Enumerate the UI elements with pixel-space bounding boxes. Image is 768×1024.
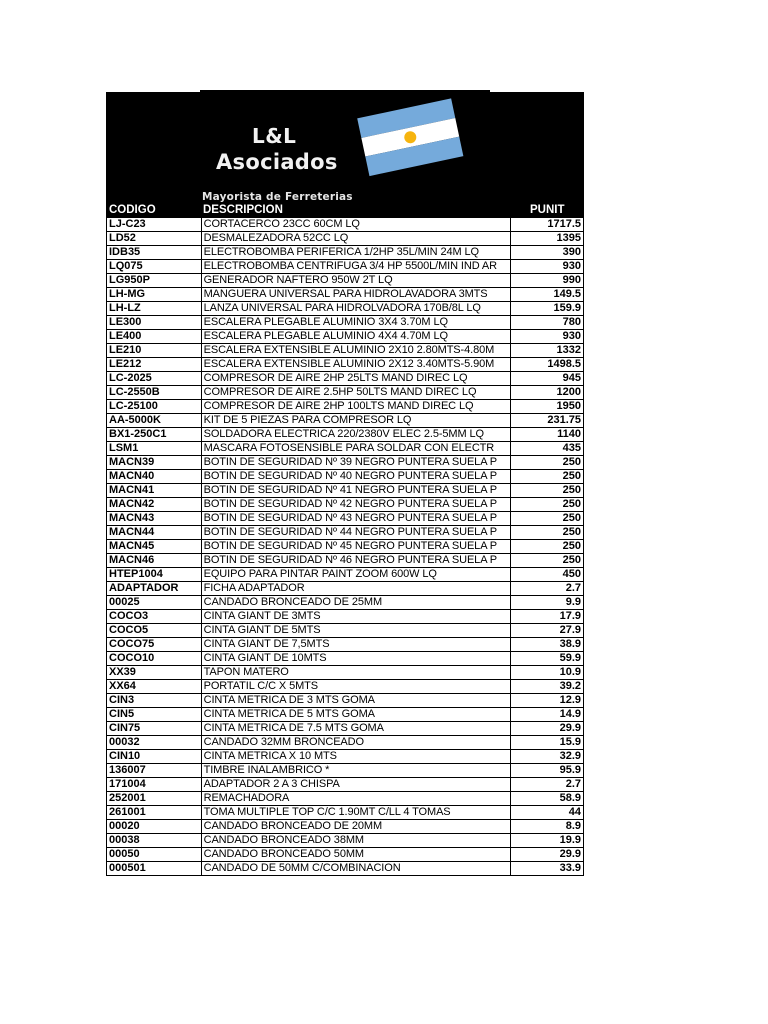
cell-codigo: LE400: [107, 330, 202, 344]
table-row: [107, 316, 584, 330]
cell-codigo: MACN45: [107, 540, 202, 554]
cell-descripcion: ESCALERA EXTENSIBLE ALUMINIO 2X12 3.40MTS-5.90M: [201, 358, 510, 372]
cell-punit: 390: [510, 246, 583, 260]
company-banner: [106, 90, 584, 217]
cell-codigo: COCO75: [107, 638, 202, 652]
table-row: [107, 484, 584, 498]
cell-descripcion: BOTIN DE SEGURIDAD Nº 44 NEGRO PUNTERA SUELA P: [201, 526, 510, 540]
price-list-sheet: [106, 90, 584, 876]
table-row: [107, 596, 584, 610]
cell-descripcion: COMPRESOR DE AIRE 2HP 25LTS MAND DIREC LQ: [201, 372, 510, 386]
cell-descripcion: DESMALEZADORA 52CC LQ: [201, 232, 510, 246]
cell-codigo: 00020: [107, 820, 202, 834]
company-tagline: Mayorista de Ferreterias: [202, 191, 353, 203]
banner-notch-right: [490, 90, 584, 92]
cell-punit: 8.9: [510, 820, 583, 834]
table-row: [107, 246, 584, 260]
column-header-descripcion: DESCRIPCION: [203, 204, 283, 216]
cell-punit: 44: [510, 806, 583, 820]
cell-descripcion: CANDADO 32MM BRONCEADO: [201, 736, 510, 750]
cell-punit: 450: [510, 568, 583, 582]
cell-punit: 250: [510, 456, 583, 470]
cell-codigo: LJ-C23: [107, 218, 202, 232]
cell-punit: 250: [510, 526, 583, 540]
cell-descripcion: CINTA GIANT DE 7,5MTS: [201, 638, 510, 652]
cell-punit: 250: [510, 484, 583, 498]
cell-punit: 250: [510, 554, 583, 568]
table-row: [107, 456, 584, 470]
column-header-punit: PUNIT: [530, 204, 565, 216]
table-row: [107, 288, 584, 302]
cell-descripcion: TOMA MULTIPLE TOP C/C 1.90MT C/LL 4 TOMAS: [201, 806, 510, 820]
table-row: [107, 568, 584, 582]
table-row: [107, 764, 584, 778]
table-row: [107, 848, 584, 862]
table-row: [107, 414, 584, 428]
cell-descripcion: ADAPTADOR 2 A 3 CHISPA: [201, 778, 510, 792]
table-row: [107, 274, 584, 288]
cell-descripcion: MASCARA FOTOSENSIBLE PARA SOLDAR CON ELECTR: [201, 442, 510, 456]
cell-punit: 39.2: [510, 680, 583, 694]
table-row: [107, 358, 584, 372]
cell-descripcion: CINTA METRICA DE 7.5 MTS GOMA: [201, 722, 510, 736]
table-row: [107, 638, 584, 652]
table-row: [107, 624, 584, 638]
cell-codigo: HTEP1004: [107, 568, 202, 582]
table-row: [107, 330, 584, 344]
cell-codigo: LC-2025: [107, 372, 202, 386]
cell-descripcion: LANZA UNIVERSAL PARA HIDROLVADORA 170B/8L LQ: [201, 302, 510, 316]
cell-codigo: LE212: [107, 358, 202, 372]
cell-codigo: 00025: [107, 596, 202, 610]
table-row: [107, 512, 584, 526]
table-row: [107, 666, 584, 680]
company-name-line2: Asociados: [216, 150, 338, 174]
table-row: [107, 694, 584, 708]
cell-codigo: MACN43: [107, 512, 202, 526]
cell-punit: 149.5: [510, 288, 583, 302]
table-row: [107, 218, 584, 232]
table-row: [107, 386, 584, 400]
cell-codigo: CIN10: [107, 750, 202, 764]
cell-descripcion: CANDADO BRONCEADO 38MM: [201, 834, 510, 848]
table-row: [107, 708, 584, 722]
cell-descripcion: ELECTROBOMBA CENTRIFUGA 3/4 HP 5500L/MIN IND AR: [201, 260, 510, 274]
table-row: [107, 862, 584, 876]
cell-codigo: LC-25100: [107, 400, 202, 414]
cell-descripcion: CANDADO BRONCEADO DE 25MM: [201, 596, 510, 610]
cell-codigo: LH-LZ: [107, 302, 202, 316]
table-row: [107, 344, 584, 358]
cell-descripcion: CINTA GIANT DE 3MTS: [201, 610, 510, 624]
cell-codigo: XX64: [107, 680, 202, 694]
cell-punit: 930: [510, 330, 583, 344]
cell-descripcion: TAPON MATERO: [201, 666, 510, 680]
cell-codigo: LE210: [107, 344, 202, 358]
cell-descripcion: ESCALERA EXTENSIBLE ALUMINIO 2X10 2.80MTS-4.80M: [201, 344, 510, 358]
cell-punit: 990: [510, 274, 583, 288]
cell-descripcion: PORTATIL C/C X 5MTS: [201, 680, 510, 694]
cell-descripcion: BOTIN DE SEGURIDAD Nº 43 NEGRO PUNTERA SUELA P: [201, 512, 510, 526]
cell-codigo: 261001: [107, 806, 202, 820]
cell-punit: 15.9: [510, 736, 583, 750]
cell-punit: 1950: [510, 400, 583, 414]
cell-descripcion: BOTIN DE SEGURIDAD Nº 40 NEGRO PUNTERA SUELA P: [201, 470, 510, 484]
cell-punit: 1200: [510, 386, 583, 400]
table-row: [107, 806, 584, 820]
cell-codigo: 00038: [107, 834, 202, 848]
cell-codigo: 00050: [107, 848, 202, 862]
table-row: [107, 470, 584, 484]
cell-codigo: IDB35: [107, 246, 202, 260]
table-row: [107, 302, 584, 316]
cell-punit: 38.9: [510, 638, 583, 652]
cell-punit: 29.9: [510, 722, 583, 736]
cell-codigo: LC-2550B: [107, 386, 202, 400]
cell-punit: 14.9: [510, 708, 583, 722]
cell-codigo: COCO10: [107, 652, 202, 666]
cell-punit: 27.9: [510, 624, 583, 638]
cell-codigo: XX39: [107, 666, 202, 680]
cell-codigo: MACN42: [107, 498, 202, 512]
cell-punit: 1395: [510, 232, 583, 246]
cell-punit: 1717.5: [510, 218, 583, 232]
cell-codigo: COCO5: [107, 624, 202, 638]
cell-punit: 17.9: [510, 610, 583, 624]
cell-punit: 1140: [510, 428, 583, 442]
cell-descripcion: SOLDADORA ELECTRICA 220/2380V ELEC 2.5-5MM LQ: [201, 428, 510, 442]
table-row: [107, 834, 584, 848]
cell-codigo: CIN3: [107, 694, 202, 708]
cell-codigo: LE300: [107, 316, 202, 330]
table-row: [107, 498, 584, 512]
cell-punit: 2.7: [510, 778, 583, 792]
cell-descripcion: CANDADO BRONCEADO 50MM: [201, 848, 510, 862]
cell-codigo: 00032: [107, 736, 202, 750]
table-row: [107, 610, 584, 624]
cell-codigo: MACN44: [107, 526, 202, 540]
table-row: [107, 750, 584, 764]
cell-descripcion: ESCALERA PLEGABLE ALUMINIO 3X4 3.70M LQ: [201, 316, 510, 330]
cell-descripcion: CINTA METRICA X 10 MTS: [201, 750, 510, 764]
cell-descripcion: GENERADOR NAFTERO 950W 2T LQ: [201, 274, 510, 288]
table-row: [107, 526, 584, 540]
table-row: [107, 778, 584, 792]
cell-punit: 930: [510, 260, 583, 274]
cell-descripcion: CORTACERCO 23CC 60CM LQ: [201, 218, 510, 232]
table-row: [107, 428, 584, 442]
cell-descripcion: TIMBRE INALAMBRICO *: [201, 764, 510, 778]
table-row: [107, 232, 584, 246]
cell-codigo: LSM1: [107, 442, 202, 456]
cell-codigo: 136007: [107, 764, 202, 778]
cell-codigo: MACN46: [107, 554, 202, 568]
cell-descripcion: COMPRESOR DE AIRE 2.5HP 50LTS MAND DIREC LQ: [201, 386, 510, 400]
cell-punit: 250: [510, 512, 583, 526]
cell-descripcion: CINTA GIANT DE 10MTS: [201, 652, 510, 666]
cell-codigo: CIN5: [107, 708, 202, 722]
cell-punit: 250: [510, 470, 583, 484]
table-row: [107, 260, 584, 274]
cell-descripcion: BOTIN DE SEGURIDAD Nº 45 NEGRO PUNTERA SUELA P: [201, 540, 510, 554]
cell-descripcion: BOTIN DE SEGURIDAD Nº 42 NEGRO PUNTERA SUELA P: [201, 498, 510, 512]
cell-descripcion: MANGUERA UNIVERSAL PARA HIDROLAVADORA 3MTS: [201, 288, 510, 302]
cell-descripcion: ESCALERA PLEGABLE ALUMINIO 4X4 4.70M LQ: [201, 330, 510, 344]
cell-codigo: ADAPTADOR: [107, 582, 202, 596]
table-row: [107, 722, 584, 736]
cell-codigo: CIN75: [107, 722, 202, 736]
cell-codigo: 252001: [107, 792, 202, 806]
cell-punit: 159.9: [510, 302, 583, 316]
price-table-body: [107, 218, 584, 876]
column-header-codigo: CODIGO: [109, 204, 156, 216]
table-row: [107, 540, 584, 554]
cell-punit: 780: [510, 316, 583, 330]
argentina-flag-icon: [354, 90, 464, 182]
cell-punit: 945: [510, 372, 583, 386]
cell-descripcion: EQUIPO PARA PINTAR PAINT ZOOM 600W LQ: [201, 568, 510, 582]
cell-codigo: COCO3: [107, 610, 202, 624]
cell-descripcion: CINTA GIANT DE 5MTS: [201, 624, 510, 638]
cell-descripcion: BOTIN DE SEGURIDAD Nº 46 NEGRO PUNTERA SUELA P: [201, 554, 510, 568]
cell-punit: 95.9: [510, 764, 583, 778]
cell-punit: 1498.5: [510, 358, 583, 372]
cell-codigo: 000501: [107, 862, 202, 876]
cell-punit: 435: [510, 442, 583, 456]
company-name-line1: L&L: [252, 124, 297, 148]
cell-codigo: LG950P: [107, 274, 202, 288]
price-table: [106, 217, 584, 876]
cell-codigo: AA-5000K: [107, 414, 202, 428]
cell-punit: 12.9: [510, 694, 583, 708]
cell-punit: 250: [510, 540, 583, 554]
cell-codigo: 171004: [107, 778, 202, 792]
cell-punit: 19.9: [510, 834, 583, 848]
cell-punit: 33.9: [510, 862, 583, 876]
table-row: [107, 582, 584, 596]
cell-descripcion: CANDADO BRONCEADO DE 20MM: [201, 820, 510, 834]
cell-punit: 32.9: [510, 750, 583, 764]
cell-descripcion: ELECTROBOMBA PERIFERICA 1/2HP 35L/MIN 24M LQ: [201, 246, 510, 260]
cell-punit: 1332: [510, 344, 583, 358]
table-row: [107, 736, 584, 750]
cell-punit: 9.9: [510, 596, 583, 610]
cell-descripcion: FICHA ADAPTADOR: [201, 582, 510, 596]
cell-descripcion: COMPRESOR DE AIRE 2HP 100LTS MAND DIREC LQ: [201, 400, 510, 414]
cell-descripcion: REMACHADORA: [201, 792, 510, 806]
cell-codigo: MACN39: [107, 456, 202, 470]
banner-notch-left: [106, 90, 200, 92]
cell-descripcion: BOTIN DE SEGURIDAD Nº 41 NEGRO PUNTERA SUELA P: [201, 484, 510, 498]
table-row: [107, 792, 584, 806]
table-row: [107, 372, 584, 386]
cell-punit: 29.9: [510, 848, 583, 862]
cell-codigo: MACN41: [107, 484, 202, 498]
cell-punit: 2.7: [510, 582, 583, 596]
cell-codigo: MACN40: [107, 470, 202, 484]
cell-punit: 59.9: [510, 652, 583, 666]
cell-codigo: LQ075: [107, 260, 202, 274]
table-row: [107, 652, 584, 666]
cell-punit: 58.9: [510, 792, 583, 806]
table-row: [107, 680, 584, 694]
cell-codigo: BX1-250C1: [107, 428, 202, 442]
cell-descripcion: CANDADO DE 50MM C/COMBINACION: [201, 862, 510, 876]
cell-punit: 250: [510, 498, 583, 512]
cell-codigo: LH-MG: [107, 288, 202, 302]
cell-codigo: LD52: [107, 232, 202, 246]
cell-descripcion: CINTA METRICA DE 3 MTS GOMA: [201, 694, 510, 708]
cell-descripcion: CINTA METRICA DE 5 MTS GOMA: [201, 708, 510, 722]
cell-descripcion: KIT DE 5 PIEZAS PARA COMPRESOR LQ: [201, 414, 510, 428]
table-row: [107, 442, 584, 456]
cell-punit: 10.9: [510, 666, 583, 680]
cell-descripcion: BOTIN DE SEGURIDAD Nº 39 NEGRO PUNTERA SUELA P: [201, 456, 510, 470]
cell-punit: 231.75: [510, 414, 583, 428]
table-row: [107, 400, 584, 414]
table-row: [107, 820, 584, 834]
table-row: [107, 554, 584, 568]
